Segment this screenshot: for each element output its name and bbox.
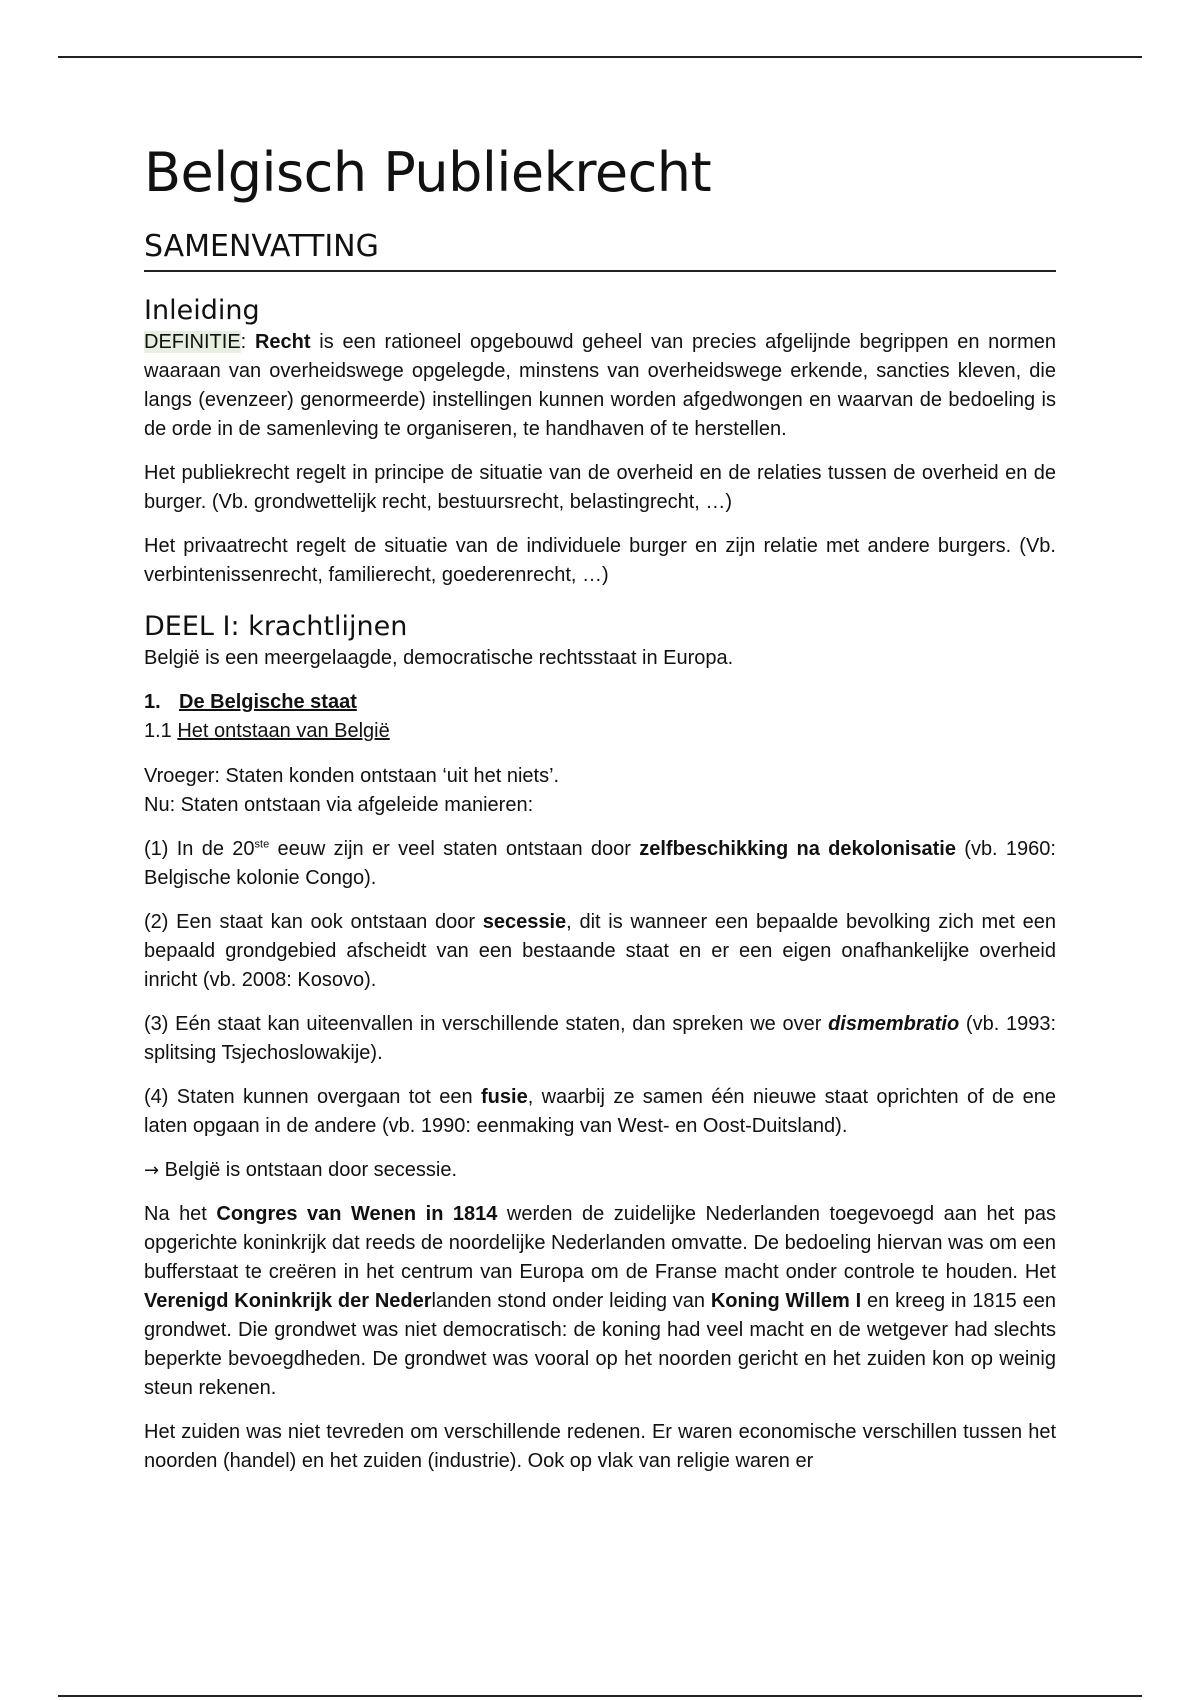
document-title: Belgisch Publiekrecht [144, 141, 712, 204]
paragraph-privaatrecht: Het privaatrecht regelt de situatie van de individuele burger en zijn relatie met andere burgers. (Vb. verbintenissenrecht, familierecht, goederenrecht, …) [144, 535, 1056, 586]
header-rule [58, 56, 1142, 58]
list-item-2: (2) Een staat kan ook ontstaan door secessie, dit is wanneer een bepaalde bevolking zich met een bepaald grondgebied afscheidt van een bestaande staat en er een eigen onafhankelijke overheid inricht (vb. 2008: Kosovo). [144, 911, 1056, 991]
section-heading-1: 1. De Belgische staat [144, 691, 357, 713]
paragraph-conclusion: → België is ontstaan door secessie. [144, 1159, 458, 1181]
paragraph-congres: Na het Congres van Wenen in 1814 werden de zuidelijke Nederlanden toegevoegd aan het pas opgerichte koninkrijk dat reeds de noordelijke Nederlanden omvatte. De bedoeling hiervan was om een bufferstaat te creëren in het centrum van Europa om de Franse macht onder controle te houden. Het Verenigd Koninkrijk der Nederlanden stond onder leiding van Koning Willem I en kreeg in 1815 een grondwet. Die grondwet was niet democratisch: de koning had veel macht en de wetgever had slechts beperkte bevoegdheden. De grondwet was vooral op het noorden gericht en het zuiden kon op weinig steun rekenen. [144, 1203, 1056, 1399]
paragraph-lead: België is een meergelaagde, democratische rechtsstaat in Europa. [144, 647, 734, 669]
document-subtitle: SAMENVATTING [144, 228, 1056, 272]
heading-inleiding: Inleiding [144, 295, 260, 326]
list-item-3: (3) Eén staat kan uiteenvallen in verschillende staten, dan spreken we over dismembratio (vb. 1993: splitsing Tsjechoslowakije). [144, 1013, 1056, 1064]
paragraph-zuiden: Het zuiden was niet tevreden om verschillende redenen. Er waren economische verschillen tussen het noorden (handel) en het zuiden (industrie). Ook op vlak van religie waren er [144, 1421, 1056, 1472]
paragraph-publiekrecht: Het publiekrecht regelt in principe de situatie van de overheid en de relaties tussen de overheid en de burger. (Vb. grondwettelijk recht, bestuursrecht, belastingrecht, …) [144, 462, 1056, 513]
paragraph-definition: DEFINITIE: Recht is een rationeel opgebouwd geheel van precies afgelijnde begrippen en normen waaraan van overheidswege opgelegde, minstens van overheidswege erkende, sancties kleven, die langs (evenzeer) genormeerde) instellingen kunnen worden afgedwongen en waarvan de bedoeling is de orde in de samenleving te organiseren, te handhaven of te herstellen. [144, 331, 1056, 440]
section-heading-1-1: 1.1 Het ontstaan van België [144, 720, 390, 742]
arrow-right-icon: → [144, 1160, 160, 1181]
list-item-4: (4) Staten kunnen overgaan tot een fusie, waarbij ze samen één nieuwe staat oprichten of de ene laten opgaan in de andere (vb. 1990: eenmaking van West- en Oost-Duitsland). [144, 1086, 1056, 1137]
paragraph-vroeger: Vroeger: Staten konden ontstaan ‘uit het niets’. [144, 765, 560, 787]
definition-label: DEFINITIE [144, 331, 241, 353]
list-item-1: (1) In de 20ste eeuw zijn er veel staten ontstaan door zelfbeschikking na dekolonisatie (vb. 1960: Belgische kolonie Congo). [144, 838, 1056, 889]
heading-deel-1: DEEL I: krachtlijnen [144, 611, 408, 642]
footer-rule [58, 1695, 1142, 1697]
definition-term: Recht [254, 331, 311, 353]
document-body [144, 140, 1056, 1491]
paragraph-nu: Nu: Staten ontstaan via afgeleide manieren: [144, 794, 534, 816]
